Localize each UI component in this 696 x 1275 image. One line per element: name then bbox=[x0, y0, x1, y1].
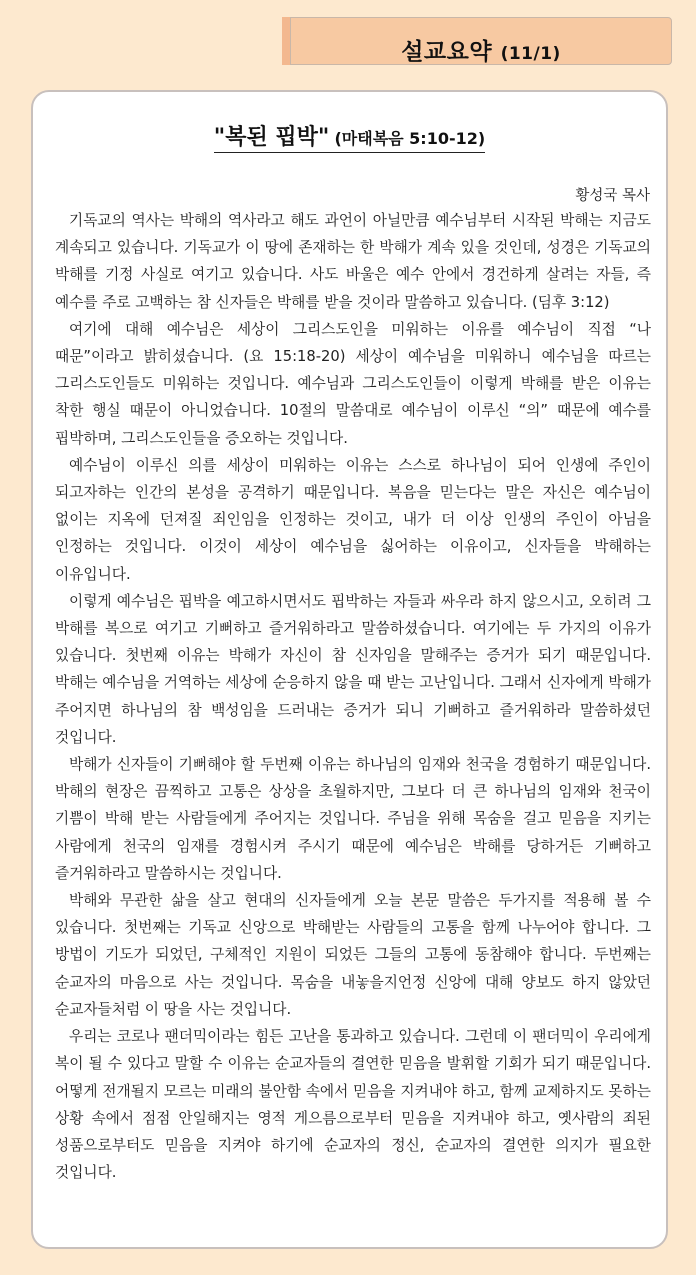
scripture-reference: (마태복음 5:10-12) bbox=[334, 129, 486, 148]
paragraph: 여기에 대해 예수님은 세상이 그리스도인을 미워하는 이유를 예수님이 직접 “나 때문”이라고 밝히셨습니다. (요 15:18-20) 세상이 예수님을 미워하니 예수님을 따르는 그리스도인들도 미워하는 것입니다. 예수님과 그리스도인들이 이렇게 박해를 받은 이유는 착한 행실 때문이 아니었습니다. 10절의 말씀대로 예수님이 이루신 “의” 때문에 예수를 핍박하며, 그리스도인들을 증오하는 것입니다. bbox=[55, 320, 651, 447]
paragraph: 박해가 신자들이 기뻐해야 할 두번째 이유는 하나님의 임재와 천국을 경험하기 때문입니다. 박해의 현장은 끔찍하고 고통은 상상을 초월하지만, 그보다 더 큰 하나님의 임재와 천국이 기쁨이 박해 받는 사람들에게 주어지는 것입니다. 주님을 위해 목숨을 걸고 믿음을 지키는 사람에게 천국의 임재를 경험시켜 주시기 때문에 예수님은 박해를 당하거든 기뻐하고 즐거워하라고 말씀하시는 것입니다. bbox=[55, 756, 651, 882]
sermon-title-text: "복된 핍박" bbox=[213, 125, 330, 150]
paragraph: 박해와 무관한 삶을 살고 현대의 신자들에게 오늘 본문 말씀은 두가지를 적용해 볼 수 있습니다. 첫번째는 기독교 신앙으로 박해받는 사람들의 고통을 함께 나누어야 합니다. 그 방법이 기도가 되었던, 구체적인 지원이 되었든 그들의 고통에 동참해야 합니다. 두번째는 순교자의 마음으로 사는 것입니다. 목숨을 내놓을지언정 신앙에 대해 양보도 하지 않았던 순교자들처럼 이 땅을 사는 것입니다. bbox=[55, 892, 651, 1018]
header-title bbox=[291, 33, 671, 66]
sermon-title bbox=[33, 120, 666, 153]
sermon-card bbox=[31, 90, 668, 1249]
sermon-body bbox=[55, 207, 651, 1186]
paragraph: 우리는 코로나 팬더믹이라는 힘든 고난을 통과하고 있습니다. 그런데 이 팬더믹이 우리에게 복이 될 수 있다고 말할 수 이유는 순교자들의 결연한 믿음을 발휘할 기회가 되기 때문입니다. 어떻게 전개될지 모르는 미래의 불안함 속에서 믿음을 지켜내야 하고, 함께 교제하지도 못하는 상황 속에서 점점 안일해지는 영적 게으름으로부터 믿음을 지켜내야 하고, 옛사람의 죄된 성품으로부터도 믿음을 지켜야 하기에 순교자의 정신, 순교자의 결연한 의지가 필요한 것입니다. bbox=[55, 1028, 651, 1182]
header-label: 설교요약 bbox=[401, 39, 493, 65]
sermon-title-underline bbox=[214, 120, 485, 153]
header-date: (11/1) bbox=[500, 44, 561, 64]
header-tab bbox=[290, 17, 672, 65]
paragraph: 예수님이 이루신 의를 세상이 미워하는 이유는 스스로 하나님이 되어 인생에 주인이 되고자하는 인간의 본성을 공격하기 때문입니다. 복음을 믿는다는 말은 자신은 예수님이 없이는 지옥에 던져질 죄인임을 인정하는 것이고, 내가 더 이상 인생의 주인이 아님을 인정하는 것입니다. 이것이 세상이 예수님을 싫어하는 이유이고, 신자들을 박해하는 이유입니다. bbox=[55, 456, 651, 583]
paragraph: 이렇게 예수님은 핍박을 예고하시면서도 핍박하는 자들과 싸우라 하지 않으시고, 오히려 그 박해를 복으로 여기고 기뻐하고 즐거워하라고 말씀하셨습니다. 여기에는 두 가지의 이유가 있습니다. 첫번째 이유는 박해가 자신이 참 신자임을 말해주는 증거가 되기 때문입니다. 박해는 예수님을 거역하는 세상에 순응하지 않을 때 받는 고난입니다. 그래서 신자에게 박해가 주어지면 하나님의 참 백성임을 드러내는 증거가 되니 기뻐하고 즐거워하라 말씀하셨던 것입니다. bbox=[55, 592, 651, 746]
pastor-name: 황성국 목사 bbox=[575, 188, 650, 204]
paragraph: 기독교의 역사는 박해의 역사라고 해도 과언이 아닐만큼 예수님부터 시작된 박해는 지금도 계속되고 있습니다. 기독교가 이 땅에 존재하는 한 박해가 계속 있을 것인데, 성경은 기독교의 박해를 기정 사실로 여기고 있습니다. 사도 바울은 예수 안에서 경건하게 살려는 자들, 즉 예수를 주로 고백하는 참 신자들은 박해를 받을 것이라 말씀하고 있습니다. (딤후 3:12) bbox=[55, 212, 651, 311]
